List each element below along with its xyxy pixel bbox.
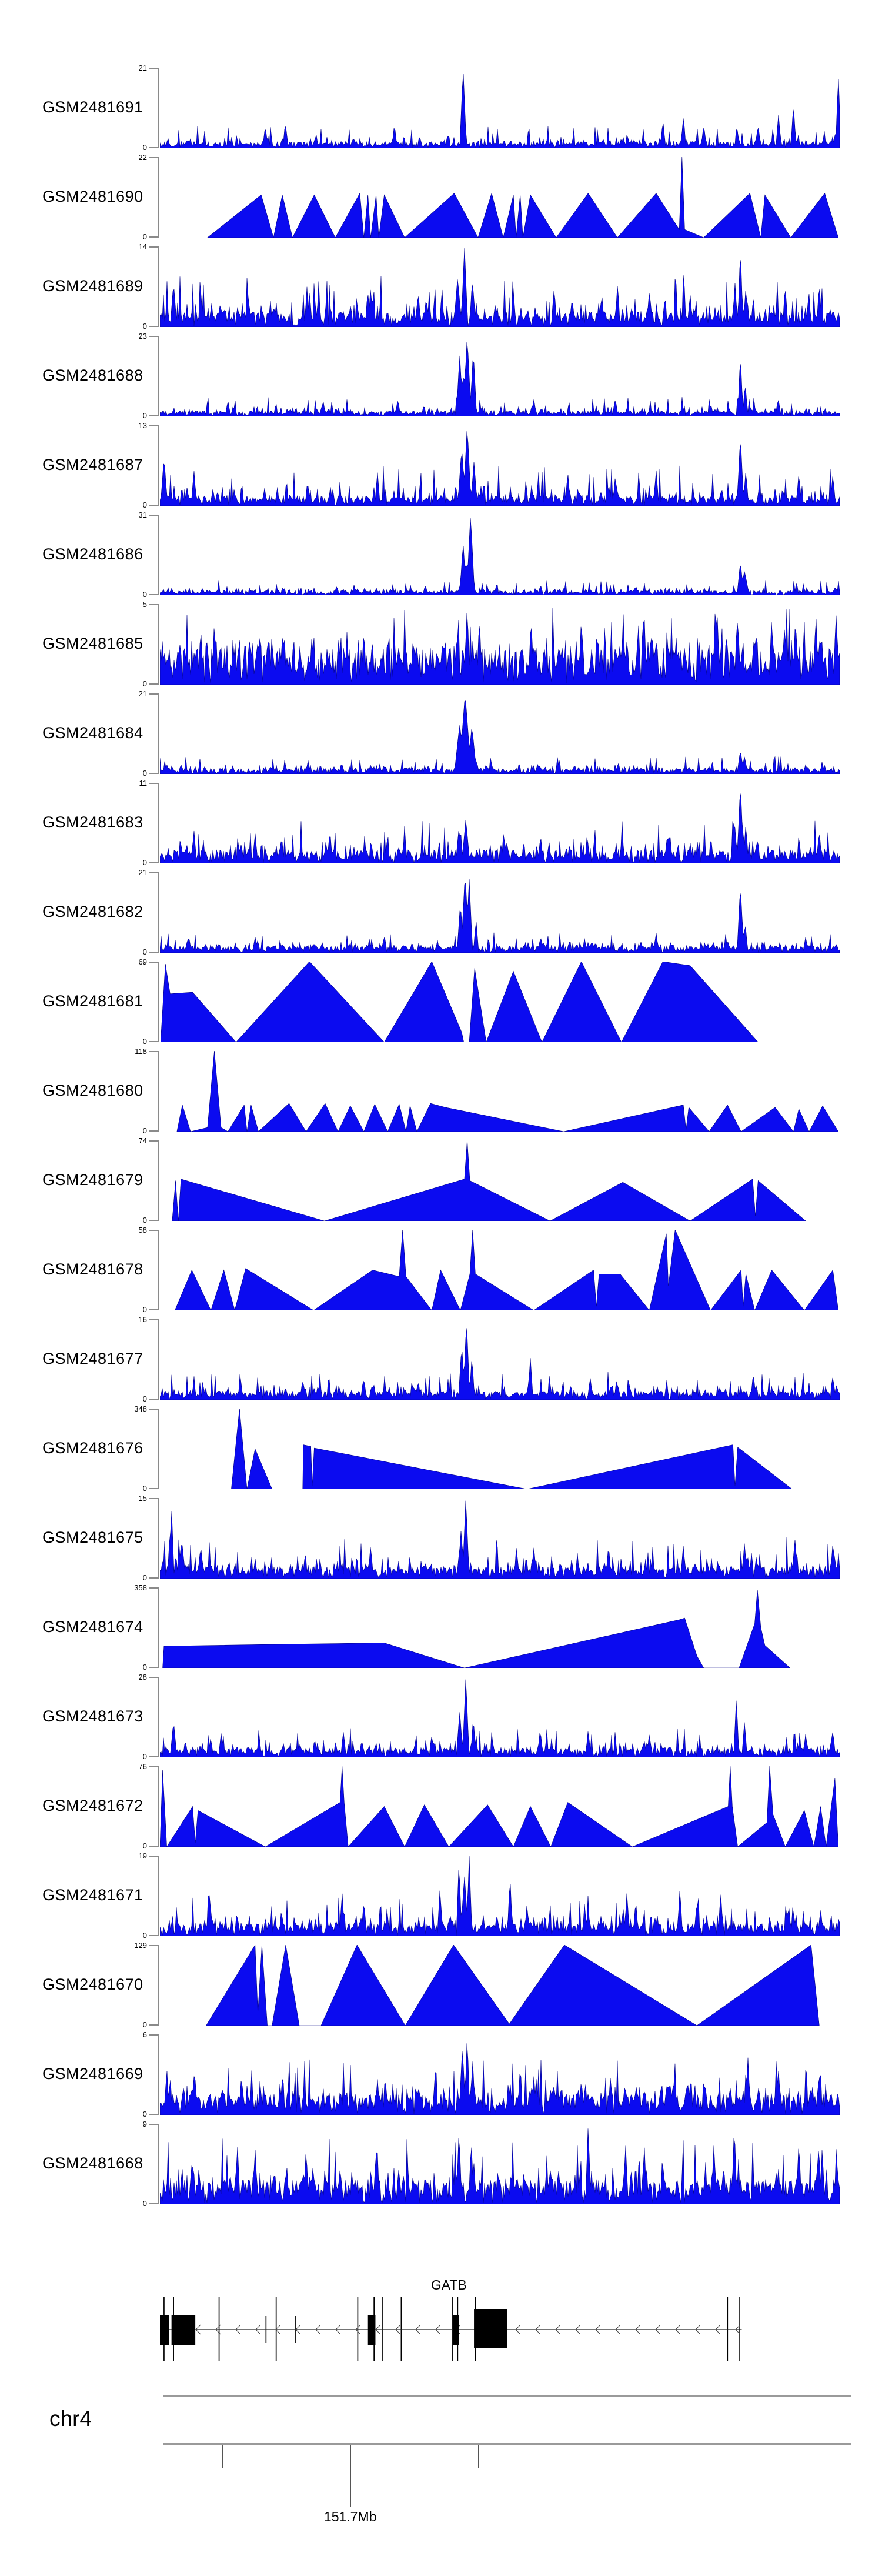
track-y-axis-zero-tick (149, 1130, 158, 1132)
track-y-axis-top-tick (149, 1319, 158, 1320)
signal-track-row (160, 336, 840, 416)
track-ymin-label: 0 (142, 1216, 147, 1224)
track-label: GSM2481684 (42, 724, 143, 742)
track-ymax-label: 13 (138, 421, 147, 430)
signal-area-chart (160, 1766, 840, 1847)
track-y-axis-top-tick (149, 336, 158, 337)
track-y-axis-top-tick (149, 693, 158, 695)
axis-minor-tick (478, 2445, 479, 2468)
track-label: GSM2481679 (42, 1171, 143, 1189)
track-y-axis-zero-tick (149, 2203, 158, 2204)
track-y-axis-top-tick (149, 2124, 158, 2125)
track-ymax-label: 118 (135, 1047, 147, 1056)
track-y-axis (158, 68, 159, 148)
track-y-axis (158, 1856, 159, 1936)
signal-area-chart (160, 1230, 840, 1310)
signal-area-chart (160, 68, 840, 148)
track-y-axis-zero-tick (149, 1220, 158, 1221)
track-ymax-label: 74 (138, 1136, 147, 1145)
signal-track-row (160, 1587, 840, 1668)
signal-track-row (160, 1230, 840, 1310)
track-y-axis-zero-tick (149, 1846, 158, 1847)
signal-track-row (160, 1140, 840, 1221)
track-label: GSM2481670 (42, 1976, 143, 1993)
exon-box (172, 2315, 195, 2345)
track-label: GSM2481683 (42, 813, 143, 831)
track-ymin-label: 0 (142, 1037, 147, 1046)
track-y-axis-zero-tick (149, 1488, 158, 1489)
track-y-axis-top-tick (149, 1856, 158, 1857)
track-y-axis-zero-tick (149, 1935, 158, 1936)
track-y-axis-top-tick (149, 962, 158, 963)
track-ymax-label: 14 (138, 242, 147, 251)
track-y-axis (158, 2124, 159, 2204)
track-ymax-label: 15 (138, 1494, 147, 1503)
track-y-axis-zero-tick (149, 1309, 158, 1310)
track-y-axis-top-tick (149, 1051, 158, 1052)
signal-area-chart (160, 1587, 840, 1668)
track-ymax-label: 129 (134, 1941, 147, 1950)
track-y-axis (158, 1587, 159, 1668)
chromosome-label: chr4 (49, 2407, 92, 2431)
signal-area-chart (160, 2034, 840, 2115)
track-ymax-label: 5 (142, 600, 147, 609)
signal-area-chart (160, 1677, 840, 1757)
signal-area-chart (160, 962, 840, 1042)
signal-track-row (160, 962, 840, 1042)
track-y-axis (158, 1677, 159, 1757)
track-ymax-label: 21 (138, 64, 147, 72)
signal-track-row (160, 693, 840, 774)
signal-area-chart (160, 1051, 840, 1132)
track-label: GSM2481680 (42, 1082, 143, 1099)
track-y-axis-zero-tick (149, 2114, 158, 2115)
track-ymax-label: 6 (142, 2030, 147, 2039)
axis-major-tick (350, 2445, 351, 2507)
signal-area-chart (160, 425, 840, 506)
track-y-axis-top-tick (149, 1498, 158, 1499)
signal-track-row (160, 1051, 840, 1132)
axis-coordinate-label: 151.7Mb (323, 2509, 377, 2524)
track-label: GSM2481687 (42, 456, 143, 473)
track-y-axis-zero-tick (149, 2024, 158, 2026)
track-y-axis-zero-tick (149, 773, 158, 774)
track-ymin-label: 0 (142, 1484, 147, 1493)
track-y-axis (158, 1766, 159, 1847)
signal-track-row (160, 2124, 840, 2204)
gene-model-track (160, 2277, 840, 2365)
exon-box (474, 2309, 507, 2348)
track-ymin-label: 0 (142, 232, 147, 241)
track-y-axis (158, 1409, 159, 1489)
track-y-axis (158, 2034, 159, 2115)
track-y-axis-top-tick (149, 1677, 158, 1678)
signal-track-row (160, 1856, 840, 1936)
track-label: GSM2481681 (42, 992, 143, 1010)
track-ymax-label: 31 (138, 510, 147, 519)
signal-track-row (160, 1409, 840, 1489)
axis-top-line (163, 2395, 851, 2397)
signal-track-row (160, 1677, 840, 1757)
track-y-axis-zero-tick (149, 1399, 158, 1400)
signal-track-row (160, 604, 840, 685)
track-y-axis-top-tick (149, 1587, 158, 1589)
track-y-axis-top-tick (149, 2034, 158, 2036)
track-y-axis-top-tick (149, 68, 158, 69)
track-y-axis-top-tick (149, 1766, 158, 1767)
track-y-axis-zero-tick (149, 1667, 158, 1668)
track-ymax-label: 21 (138, 689, 147, 698)
track-y-axis-top-tick (149, 783, 158, 784)
track-label: GSM2481690 (42, 188, 143, 205)
track-y-axis (158, 1051, 159, 1132)
track-label: GSM2481676 (42, 1439, 143, 1457)
track-y-axis (158, 425, 159, 506)
signal-area-chart (160, 1319, 840, 1400)
track-ymax-label: 11 (139, 779, 147, 788)
track-label: GSM2481669 (42, 2065, 143, 2083)
track-label: GSM2481674 (42, 1618, 143, 1636)
signal-area-chart (160, 246, 840, 327)
exon-box (368, 2315, 376, 2345)
track-y-axis-top-tick (149, 1409, 158, 1410)
track-ymin-label: 0 (142, 2199, 147, 2208)
signal-track-row (160, 1766, 840, 1847)
track-y-axis-zero-tick (149, 236, 158, 238)
track-ymin-label: 0 (142, 411, 147, 420)
track-y-axis-top-tick (149, 1140, 158, 1142)
signal-track-row (160, 425, 840, 506)
track-y-axis (158, 515, 159, 595)
track-y-axis (158, 246, 159, 327)
track-ymin-label: 0 (142, 2110, 147, 2118)
track-ymin-label: 0 (142, 1573, 147, 1582)
track-label: GSM2481668 (42, 2154, 143, 2172)
track-label: GSM2481691 (42, 98, 143, 116)
track-ymax-label: 348 (134, 1404, 147, 1413)
track-y-axis-zero-tick (149, 862, 158, 863)
track-y-axis-zero-tick (149, 1577, 158, 1579)
signal-area-chart (160, 1409, 840, 1489)
track-ymin-label: 0 (142, 143, 147, 152)
signal-track-row (160, 1945, 840, 2026)
track-y-axis-top-tick (149, 604, 158, 605)
signal-track-row (160, 1319, 840, 1400)
track-y-axis (158, 1230, 159, 1310)
track-y-axis-zero-tick (149, 594, 158, 595)
track-y-axis-zero-tick (149, 326, 158, 327)
track-ymin-label: 0 (142, 1663, 147, 1671)
track-ymax-label: 23 (138, 332, 147, 341)
exon-box (160, 2315, 169, 2345)
track-ymax-label: 22 (138, 153, 147, 162)
track-y-axis (158, 1140, 159, 1221)
track-ymin-label: 0 (142, 1752, 147, 1761)
track-label: GSM2481678 (42, 1260, 143, 1278)
track-label: GSM2481671 (42, 1886, 143, 1904)
signal-area-chart (160, 336, 840, 416)
track-ymin-label: 0 (142, 500, 147, 509)
track-y-axis (158, 693, 159, 774)
track-y-axis (158, 1945, 159, 2026)
track-ymin-label: 0 (142, 769, 147, 778)
track-ymin-label: 0 (142, 947, 147, 956)
track-y-axis-top-tick (149, 157, 158, 158)
track-y-axis (158, 783, 159, 863)
signal-track-row (160, 515, 840, 595)
track-ymin-label: 0 (142, 590, 147, 599)
signal-area-chart (160, 1856, 840, 1936)
signal-area-chart (160, 2124, 840, 2204)
track-label: GSM2481673 (42, 1707, 143, 1725)
track-label: GSM2481688 (42, 366, 143, 384)
track-y-axis (158, 962, 159, 1042)
signal-track-row (160, 68, 840, 148)
track-y-axis-top-tick (149, 1945, 158, 1946)
track-ymin-label: 0 (142, 1841, 147, 1850)
signal-track-row (160, 157, 840, 238)
track-y-axis (158, 336, 159, 416)
signal-track-row (160, 246, 840, 327)
track-label: GSM2481689 (42, 277, 143, 295)
track-y-axis-top-tick (149, 515, 158, 516)
track-y-axis-zero-tick (149, 505, 158, 506)
track-ymin-label: 0 (142, 1305, 147, 1314)
track-label: GSM2481672 (42, 1797, 143, 1814)
track-ymax-label: 16 (138, 1315, 147, 1324)
track-label: GSM2481675 (42, 1529, 143, 1546)
gene-name-label: GATB (430, 2277, 467, 2293)
signal-area-chart (160, 1140, 840, 1221)
track-ymin-label: 0 (142, 858, 147, 867)
signal-area-chart (160, 693, 840, 774)
track-ymax-label: 19 (138, 1851, 147, 1860)
track-y-axis-zero-tick (149, 683, 158, 685)
signal-track-row (160, 2034, 840, 2115)
track-ymax-label: 21 (138, 868, 147, 877)
track-y-axis (158, 872, 159, 953)
signal-track-row (160, 872, 840, 953)
track-y-axis-zero-tick (149, 1041, 158, 1042)
track-y-axis (158, 1319, 159, 1400)
track-y-axis-top-tick (149, 246, 158, 248)
track-y-axis (158, 157, 159, 238)
track-ymin-label: 0 (142, 679, 147, 688)
track-y-axis-zero-tick (149, 147, 158, 148)
track-label: GSM2481686 (42, 545, 143, 563)
track-y-axis-top-tick (149, 1230, 158, 1231)
track-ymin-label: 0 (142, 322, 147, 331)
track-ymin-label: 0 (142, 1126, 147, 1135)
signal-area-chart (160, 872, 840, 953)
track-y-axis-zero-tick (149, 1756, 158, 1757)
signal-area-chart (160, 1498, 840, 1579)
signal-area-chart (160, 1945, 840, 2026)
track-y-axis-top-tick (149, 872, 158, 873)
track-label: GSM2481677 (42, 1350, 143, 1367)
signal-area-chart (160, 515, 840, 595)
track-label: GSM2481685 (42, 635, 143, 652)
track-y-axis-zero-tick (149, 952, 158, 953)
track-ymax-label: 28 (138, 1673, 147, 1681)
axis-minor-tick (222, 2445, 223, 2468)
track-y-axis-zero-tick (149, 415, 158, 416)
signal-area-chart (160, 157, 840, 238)
signal-area-chart (160, 604, 840, 685)
gene-model-svg (160, 2277, 840, 2365)
track-ymax-label: 9 (142, 2120, 147, 2128)
track-y-axis (158, 1498, 159, 1579)
track-label: GSM2481682 (42, 903, 143, 920)
axis-bottom-line (163, 2443, 851, 2445)
signal-track-row (160, 1498, 840, 1579)
exon-box (453, 2315, 459, 2345)
track-ymax-label: 69 (138, 957, 147, 966)
signal-area-chart (160, 783, 840, 863)
track-ymax-label: 76 (138, 1762, 147, 1771)
track-y-axis (158, 604, 159, 685)
track-ymin-label: 0 (142, 1394, 147, 1403)
track-ymin-label: 0 (142, 2020, 147, 2029)
signal-track-row (160, 783, 840, 863)
track-ymax-label: 358 (134, 1583, 147, 1592)
track-ymax-label: 58 (138, 1226, 147, 1234)
track-y-axis-top-tick (149, 425, 158, 426)
track-ymin-label: 0 (142, 1931, 147, 1940)
